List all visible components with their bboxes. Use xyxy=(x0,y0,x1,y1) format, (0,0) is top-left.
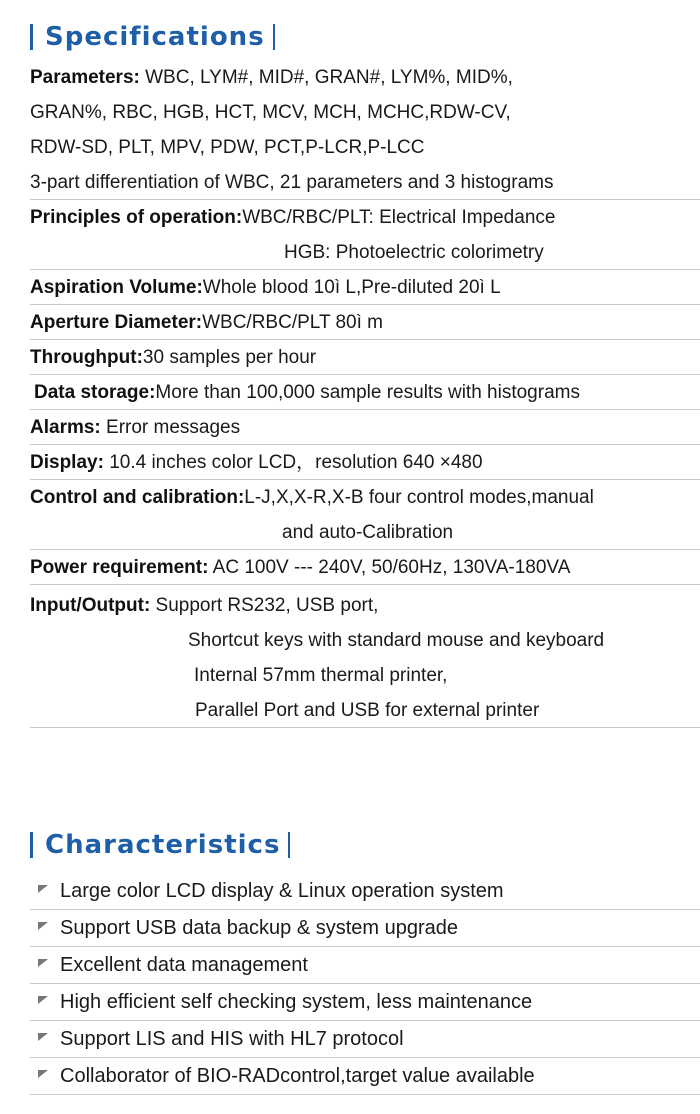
spec-line xyxy=(30,375,700,410)
spec-key: Display: xyxy=(30,452,104,473)
spec-line: Shortcut keys with standard mouse and keyboard xyxy=(188,630,605,651)
spec-line: 3-part differentiation of WBC, 21 parameters and 3 histograms xyxy=(30,172,554,193)
spec-line xyxy=(30,410,700,445)
spec-row-aspiration-volume xyxy=(30,270,700,305)
spec-key: Parameters: xyxy=(30,67,140,88)
spec-line xyxy=(30,305,700,340)
spec-line xyxy=(30,60,700,95)
spec-key: Data storage: xyxy=(34,382,156,403)
spec-key: Alarms: xyxy=(30,417,101,438)
spec-value: 10.4 inches color LCD，resolution 640 ×480 xyxy=(103,452,483,473)
spec-row-input-output xyxy=(30,588,700,728)
heading-bar-right xyxy=(273,24,275,50)
spec-key: Aperture Diameter: xyxy=(30,312,203,333)
list-item-text: Excellent data management xyxy=(60,954,308,976)
triangle-bullet-icon xyxy=(38,959,48,967)
list-item xyxy=(30,910,700,947)
list-item-text: Collaborator of BIO-RADcontrol,target value available xyxy=(60,1065,535,1087)
triangle-bullet-icon xyxy=(38,1070,48,1078)
spec-row-display xyxy=(30,445,700,480)
triangle-bullet-icon xyxy=(38,922,48,930)
spec-value: Whole blood 10ì L,Pre-diluted 20ì L xyxy=(202,277,501,298)
spec-value: WBC/RBC/PLT: Electrical Impedance xyxy=(242,207,556,228)
spec-row-parameters xyxy=(30,60,700,200)
spec-line xyxy=(30,445,700,480)
spec-line: Parallel Port and USB for external printer xyxy=(195,700,540,721)
spec-line: and auto-Calibration xyxy=(282,522,454,543)
spec-row-power-requirement xyxy=(30,550,700,585)
spec-line: GRAN%, RBC, HGB, HCT, MCV, MCH, MCHC,RDW-CV, xyxy=(30,102,511,123)
spec-value: More than 100,000 sample results with histograms xyxy=(155,382,580,403)
list-item xyxy=(30,984,700,1021)
spec-key: Principles of operation: xyxy=(30,207,243,228)
spec-value: Support RS232, USB port, xyxy=(150,595,379,616)
spec-value: AC 100V --- 240V, 50/60Hz, 130VA-180VA xyxy=(208,557,571,578)
spec-key: Control and calibration: xyxy=(30,487,245,508)
triangle-bullet-icon xyxy=(38,996,48,1004)
spec-row-principles xyxy=(30,200,700,270)
spec-row-alarms xyxy=(30,410,700,445)
spec-key: Power requirement: xyxy=(30,557,209,578)
spec-value: 30 samples per hour xyxy=(142,347,317,368)
spec-row-control-calibration xyxy=(30,480,700,550)
spec-line xyxy=(30,480,700,515)
specifications-heading xyxy=(30,20,275,54)
spec-line: HGB: Photoelectric colorimetry xyxy=(284,242,544,263)
specifications-title: Specifications xyxy=(45,22,265,52)
list-item xyxy=(30,947,700,984)
triangle-bullet-icon xyxy=(38,885,48,893)
characteristics-title: Characteristics xyxy=(45,830,281,860)
spec-value: WBC/RBC/PLT 80ì m xyxy=(202,312,383,333)
list-item-text: Support USB data backup & system upgrade xyxy=(60,917,459,939)
spec-line xyxy=(30,340,700,375)
spec-value: L-J,X,X-R,X-B four control modes,manual xyxy=(244,487,594,508)
spec-line xyxy=(30,270,700,305)
spec-line xyxy=(30,588,700,623)
spec-key: Throughput: xyxy=(30,347,143,368)
spec-line: RDW-SD, PLT, MPV, PDW, PCT,P-LCR,P-LCC xyxy=(30,137,425,158)
spec-line xyxy=(30,550,700,585)
triangle-bullet-icon xyxy=(38,1033,48,1041)
spec-line xyxy=(30,200,700,235)
list-item xyxy=(30,873,700,910)
spec-row-data-storage xyxy=(30,375,700,410)
list-item-text: High efficient self checking system, less maintenance xyxy=(60,991,533,1013)
spec-row-throughput xyxy=(30,340,700,375)
heading-bar-left xyxy=(30,24,33,50)
spec-value: WBC, LYM#, MID#, GRAN#, LYM%, MID%, xyxy=(139,67,513,88)
list-item xyxy=(30,1058,700,1095)
spec-row-aperture-diameter xyxy=(30,305,700,340)
list-item-text: Support LIS and HIS with HL7 protocol xyxy=(60,1028,404,1050)
list-item xyxy=(30,1021,700,1058)
spec-key: Aspiration Volume: xyxy=(30,277,203,298)
spec-line: Internal 57mm thermal printer, xyxy=(194,665,448,686)
spec-key: Input/Output: xyxy=(30,595,151,616)
characteristics-heading xyxy=(30,828,290,862)
heading-bar-right xyxy=(288,832,290,858)
spec-value: Error messages xyxy=(100,417,241,438)
heading-bar-left xyxy=(30,832,33,858)
list-item-text: Large color LCD display & Linux operation system xyxy=(60,880,504,902)
